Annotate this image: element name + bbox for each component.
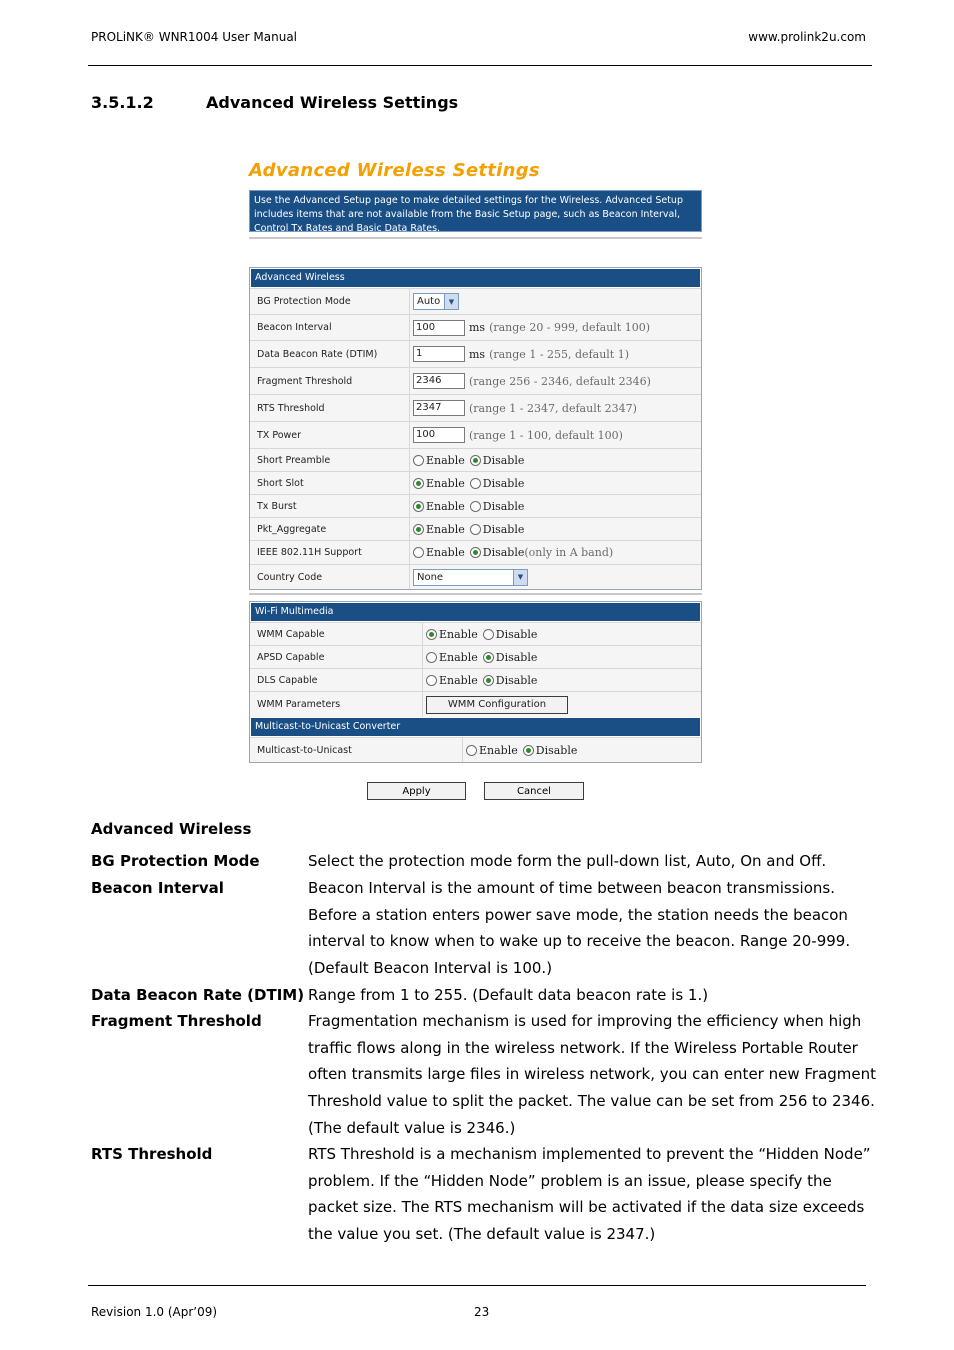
footer-revision: Revision 1.0 (Apr’09) [91,1305,218,1319]
range-hint: (range 1 - 255, default 1) [489,347,630,361]
disable-radio[interactable] [483,652,494,663]
enable-radio[interactable] [426,652,437,663]
dtim-input[interactable]: 1 [413,346,465,362]
action-buttons [249,782,702,800]
fragment-threshold-input[interactable]: 2346 [413,373,465,389]
band-note: (only in A band) [524,546,614,559]
screenshot-title: Advanced Wireless Settings [249,160,540,181]
range-hint: (range 1 - 2347, default 2347) [469,401,637,415]
multicast-to-unicast-row: Multicast-to-Unicast Enable Disable [250,737,701,762]
subheading: Advanced Wireless [91,820,252,838]
apsd-capable-label: APSD Capable [250,646,423,668]
def-bg-protection: Select the protection mode form the pull-down list, Auto, On and Off. [308,852,827,870]
header-manual-title: PROLiNK® WNR1004 User Manual [91,30,298,44]
unit: ms [469,321,486,334]
range-hint: (range 1 - 100, default 100) [469,428,623,442]
rts-threshold-label: RTS Threshold [250,395,410,421]
beacon-interval-label: Beacon Interval [250,315,410,340]
short-slot-row: Short Slot Enable Disable [250,471,701,494]
def-beacon-interval: Beacon Interval is the amount of time between beacon transmissions. Before a station enters power save mode, the station needs the beacon interval to know when to wake up to receive the beacon. Range 20-999. (Default Beacon Interval is 100.) [308,879,851,978]
disable-radio[interactable] [470,478,481,489]
page-number: 23 [474,1305,490,1319]
disable-radio[interactable] [470,501,481,512]
tx-power-row [250,421,701,448]
panel-heading: Advanced Wireless [250,268,701,288]
apsd-capable-row: APSD Capable Enable Disable [250,645,701,668]
term-fragment-threshold: Fragment Threshold [91,1012,262,1030]
cancel-button[interactable]: Cancel [484,782,584,800]
ieee-80211h-row: IEEE 802.11H Support Enable Disable (only in A band) [250,540,701,564]
tx-burst-row: Tx Burst Enable Disable [250,494,701,517]
range-hint: (range 256 - 2346, default 2346) [469,374,651,388]
enable-radio[interactable] [426,629,437,640]
chevron-down-icon: ▼ [444,294,458,309]
bg-protection-label: BG Protection Mode [250,289,410,314]
disable-radio[interactable] [523,745,534,756]
fragment-threshold-row [250,367,701,394]
disable-radio[interactable] [483,675,494,686]
term-dtim: Data Beacon Rate (DTIM) [91,986,305,1004]
country-code-row [250,564,701,589]
dtim-row [250,340,701,367]
enable-radio[interactable] [413,455,424,466]
disable-radio[interactable] [470,524,481,535]
advanced-wireless-panel [249,267,702,590]
rts-threshold-input[interactable]: 2347 [413,400,465,416]
beacon-interval-input[interactable]: 100 [413,320,465,336]
section-number: 3.5.1.2 [91,93,154,112]
def-dtim: Range from 1 to 255. (Default data beacon rate is 1.) [308,986,709,1004]
rts-threshold-row [250,394,701,421]
dls-capable-label: DLS Capable [250,669,423,691]
chevron-down-icon: ▼ [513,570,527,585]
disable-radio[interactable] [470,547,481,558]
intro-box: Use the Advanced Setup page to make detailed settings for the Wireless. Advanced Setup includes items that are not available from the Basic Setup page, such as Beacon Interval, Control Tx Rates and Basic Data Rates. [249,190,702,232]
ieee-80211h-label: IEEE 802.11H Support [250,541,410,564]
unit: ms [469,347,486,361]
wifi-multimedia-panel [249,601,702,763]
enable-radio[interactable] [466,745,477,756]
multicast-to-unicast-label: Multicast-to-Unicast [250,738,463,762]
term-bg-protection: BG Protection Mode [91,852,260,870]
wmm-parameters-label: WMM Parameters [250,692,423,717]
router-screenshot [249,160,702,800]
panel-heading: Wi-Fi Multimedia [250,602,701,622]
term-rts-threshold: RTS Threshold [91,1145,213,1163]
beacon-interval-row [250,314,701,340]
range-hint: (range 20 - 999, default 100) [489,321,651,334]
short-preamble-label: Short Preamble [250,449,410,471]
short-preamble-row: Short Preamble Enable Disable [250,448,701,471]
fragment-threshold-label: Fragment Threshold [250,368,410,394]
short-slot-label: Short Slot [250,472,410,494]
bg-protection-row [250,288,701,314]
country-code-select[interactable]: None ▼ [413,569,528,586]
wmm-configuration-button[interactable]: WMM Configuration [426,696,568,714]
country-code-label: Country Code [250,565,410,589]
disable-radio[interactable] [483,629,494,640]
header-website: www.prolink2u.com [748,30,866,44]
header-divider [88,65,872,66]
tx-burst-label: Tx Burst [250,495,410,517]
def-rts-threshold: RTS Threshold is a mechanism implemented to prevent the “Hidden Node” problem. If the “Hidden Node” problem is an issue, please specify the packet size. The RTS mechanism will be activated if the data size exceeds the value you set. (The default value is 2347.) [308,1145,871,1244]
dls-capable-row: DLS Capable Enable Disable [250,668,701,691]
section-title: Advanced Wireless Settings [206,93,459,112]
enable-radio[interactable] [413,478,424,489]
apply-button[interactable]: Apply [367,782,466,800]
term-beacon-interval: Beacon Interval [91,879,224,897]
wmm-capable-row: WMM Capable Enable Disable [250,622,701,645]
divider [249,593,702,595]
panel-heading: Multicast-to-Unicast Converter [250,717,701,737]
wmm-capable-label: WMM Capable [250,623,423,645]
divider [249,237,702,239]
dtim-label: Data Beacon Rate (DTIM) [250,341,410,367]
pkt-aggregate-label: Pkt_Aggregate [250,518,410,540]
tx-power-input[interactable]: 100 [413,427,465,443]
tx-power-label: TX Power [250,422,410,448]
wmm-parameters-row [250,691,701,717]
enable-radio[interactable] [413,547,424,558]
enable-radio[interactable] [426,675,437,686]
footer-divider [88,1285,866,1286]
pkt-aggregate-row: Pkt_Aggregate Enable Disable [250,517,701,540]
bg-protection-select[interactable]: Auto ▼ [413,293,459,310]
def-fragment-threshold: Fragmentation mechanism is used for improving the efficiency when high traffic flows along in the wireless network. If the Wireless Portable Router often transmits large files in wireless network, you can enter new Fragment Threshold value to split the packet. The value can be set from 256 to 2346. (The default value is 2346.) [308,1012,877,1137]
enable-radio[interactable] [413,524,424,535]
enable-radio[interactable] [413,501,424,512]
disable-radio[interactable] [470,455,481,466]
section-heading [91,93,458,112]
